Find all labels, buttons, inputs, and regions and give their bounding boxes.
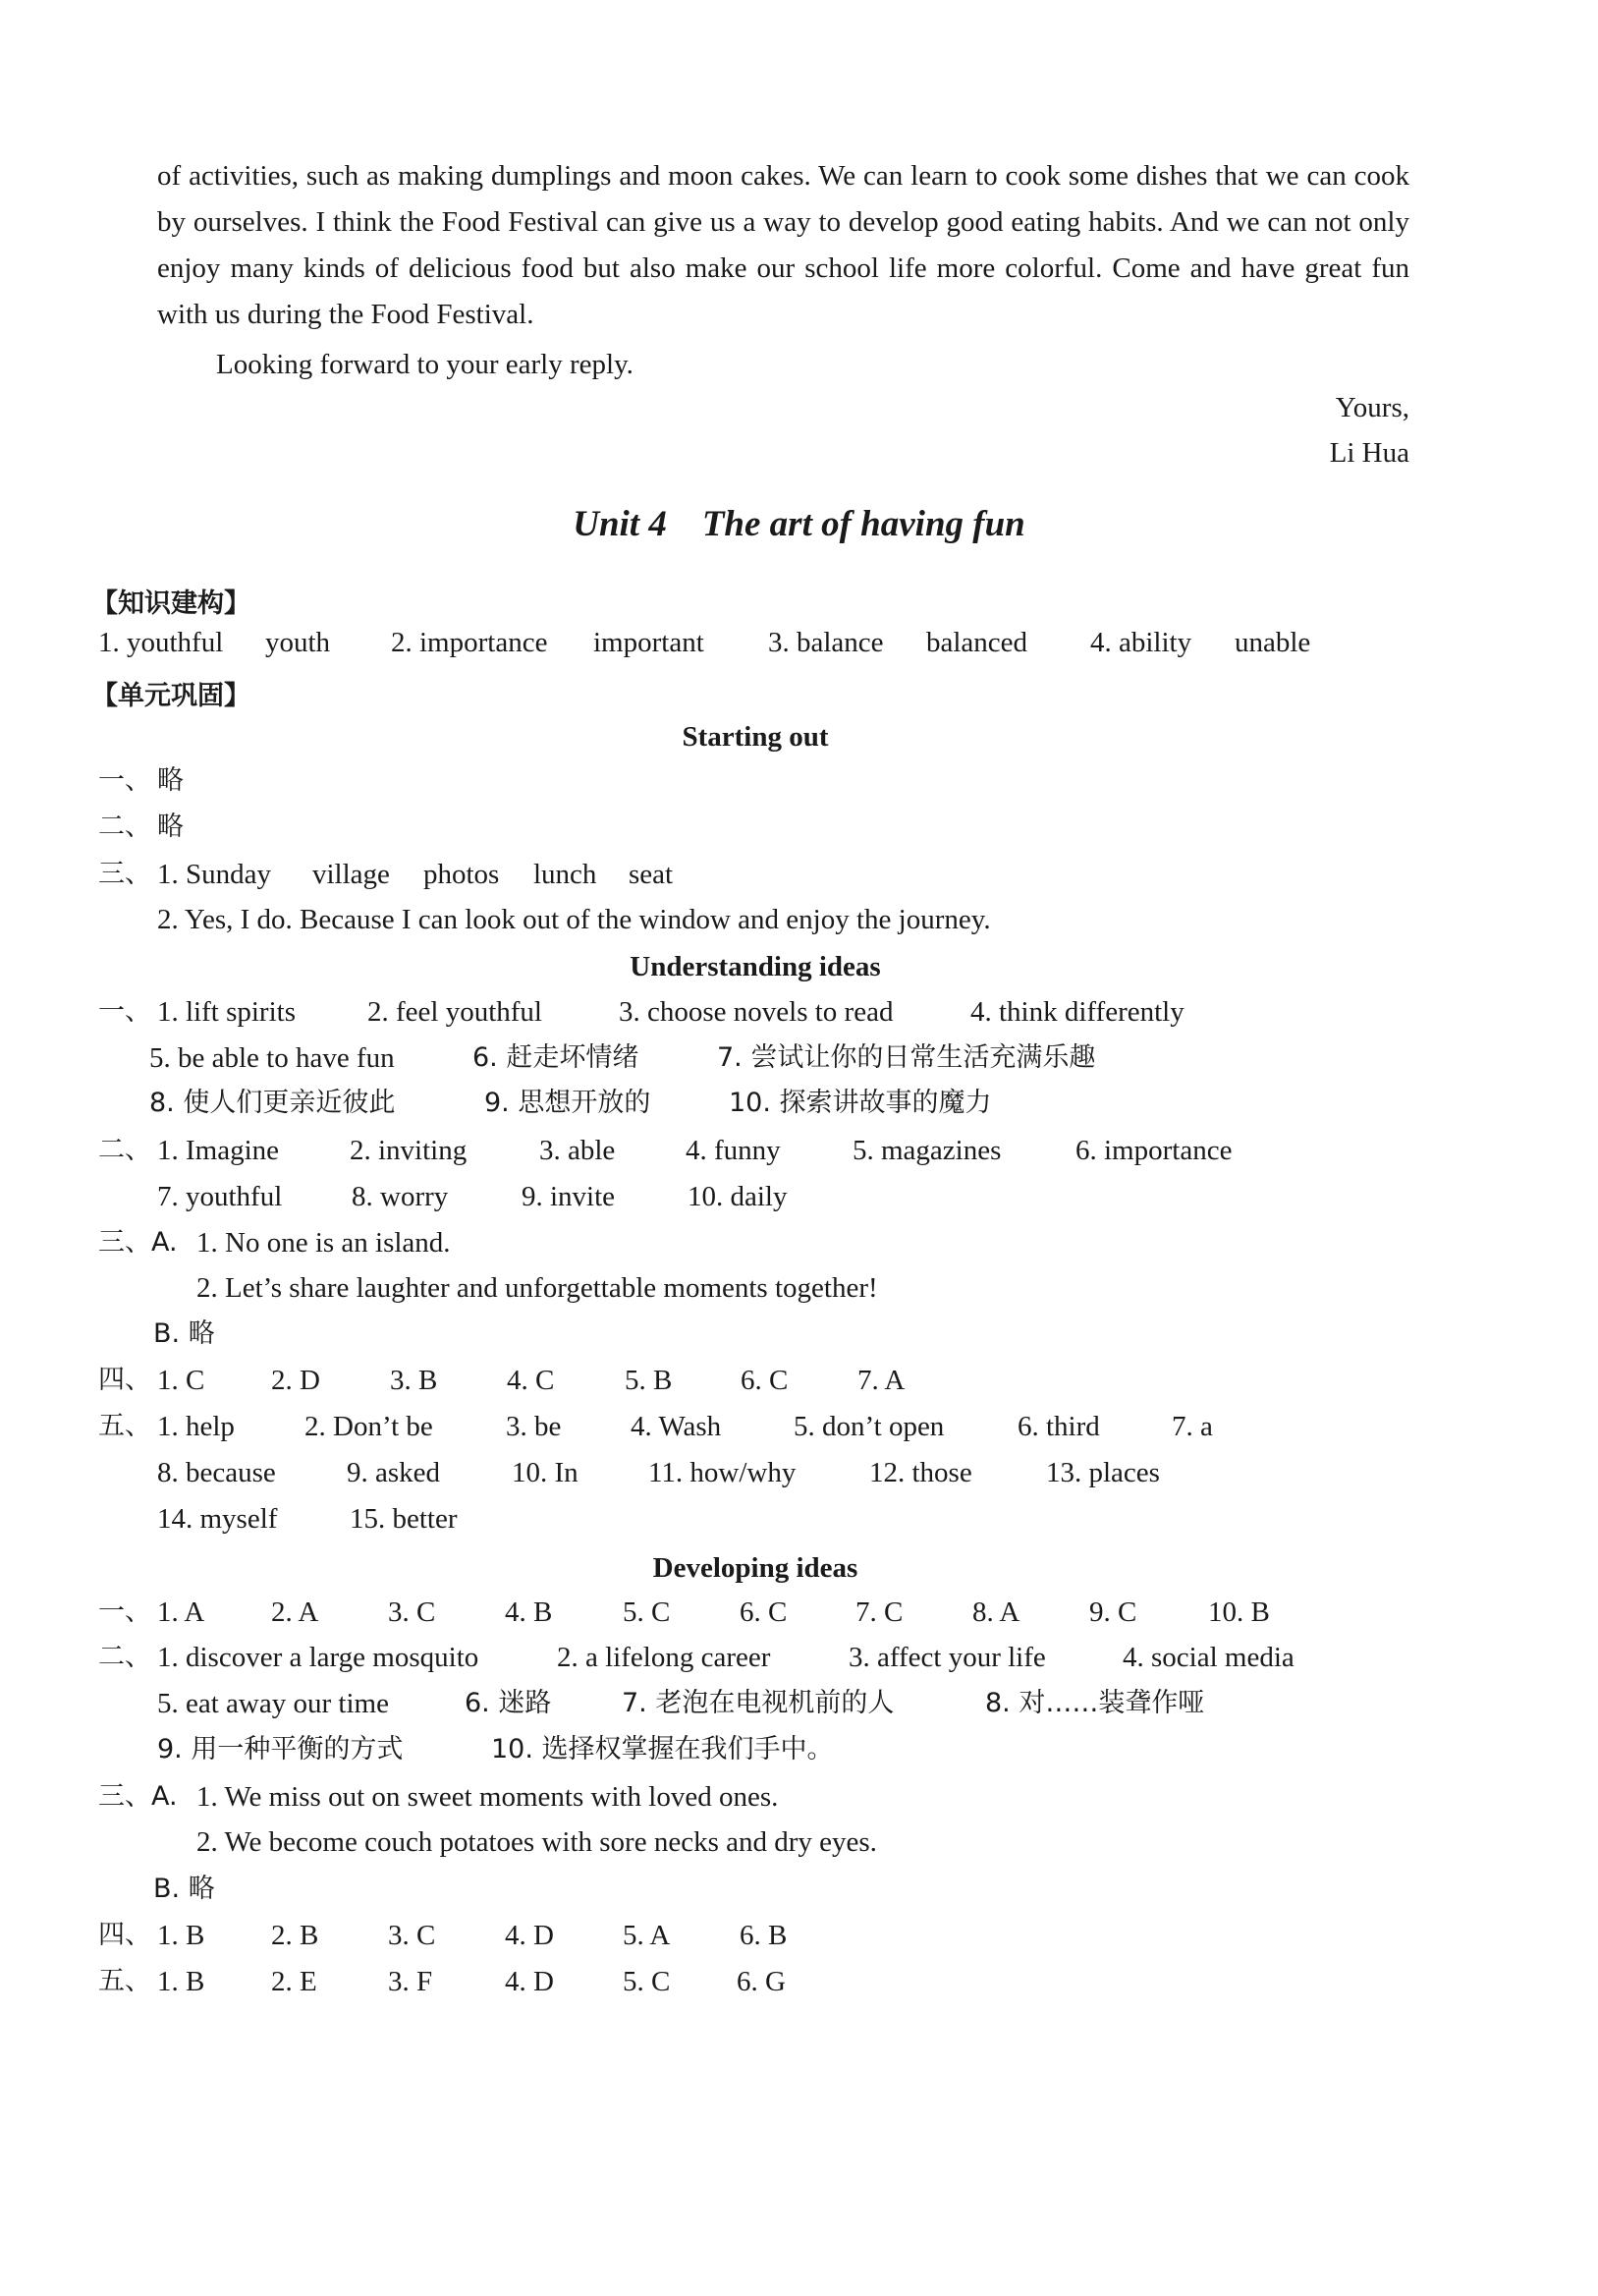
knowledge-item: 2. importance [391, 627, 548, 658]
knowledge-item: 3. balance [768, 627, 884, 658]
answer-item: 14. myself [157, 1503, 278, 1535]
answer-item: 8. 使人们更亲近彼此 [149, 1088, 396, 1118]
answer-item: 1. Imagine [157, 1135, 280, 1166]
section-label: 五、 [98, 1966, 151, 1996]
answer-item: 6. importance [1075, 1135, 1233, 1166]
answer-item: 1. help [157, 1411, 235, 1442]
answer-item: 7. a [1172, 1411, 1213, 1442]
section-label: 四、 [98, 1920, 151, 1950]
section-label: 四、 [98, 1365, 151, 1395]
answer-sentence: 2. Yes, I do. Because I can look out of the window and enjoy the journey. [157, 904, 991, 935]
answer-item: 8. A [972, 1596, 1020, 1628]
answer-text: 略 [157, 765, 184, 796]
answer-sentence: 1. No one is an island. [196, 1227, 451, 1259]
answer-item: 11. how/why [648, 1457, 797, 1488]
answer-item: 2. Don’t be [304, 1411, 433, 1442]
answer-item: 5. C [623, 1596, 671, 1628]
answer-item: 3. B [390, 1365, 438, 1396]
answer-item: 2. D [271, 1365, 320, 1396]
answer-item: 3. choose novels to read [619, 996, 894, 1028]
letter-signoff: Yours, [1335, 392, 1409, 423]
answer-item: 2. inviting [350, 1135, 468, 1166]
answer-text: B. 略 [153, 1874, 215, 1904]
answer-item: 6. B [740, 1920, 788, 1951]
answer-item: 2. E [271, 1966, 317, 1997]
answer-item: 7. youthful [157, 1181, 283, 1212]
section-label: 三、 [98, 859, 151, 889]
answer-item: 6. third [1018, 1411, 1100, 1442]
unit-title [0, 503, 1598, 545]
section-label: 二、 [98, 1135, 151, 1165]
answer-item: 7. 老泡在电视机前的人 [622, 1688, 895, 1718]
answer-item: 4. Wash [631, 1411, 722, 1442]
answer-item: 12. those [869, 1457, 972, 1488]
answer-item: 1. B [157, 1966, 205, 1997]
answer-item: 1. A [157, 1596, 205, 1628]
answer-item: 15. better [350, 1503, 458, 1535]
answer-item: 3. be [506, 1411, 562, 1442]
section-label: 五、 [98, 1411, 151, 1441]
answer-item: 9. invite [522, 1181, 616, 1212]
knowledge-item: youth [265, 627, 331, 658]
letter-closing-line: Looking forward to your early reply. [216, 349, 634, 380]
section-label: 一、 [98, 765, 151, 796]
unit-number: Unit 4 [573, 504, 667, 544]
answer-item: 1. B [157, 1920, 205, 1951]
unit-name: The art of having fun [701, 504, 1025, 544]
answer-sentence: 2. Let’s share laughter and unforgettable moments together! [196, 1272, 878, 1304]
knowledge-item: balanced [926, 627, 1028, 658]
answer-item: 2. A [271, 1596, 319, 1628]
answer-item: 10. 选择权掌握在我们手中。 [491, 1734, 834, 1764]
answer-item: 6. C [741, 1365, 789, 1396]
answer-sentence: 1. We miss out on sweet moments with loved ones. [196, 1781, 779, 1813]
answer-item: 4. D [505, 1920, 554, 1951]
answer-item: 4. funny [686, 1135, 781, 1166]
answer-item: village [312, 859, 390, 890]
answer-item: 5. be able to have fun [149, 1042, 395, 1074]
knowledge-item: 4. ability [1090, 627, 1192, 658]
section-label: 三、A. [98, 1227, 178, 1258]
knowledge-item: unable [1235, 627, 1311, 658]
answer-item: 8. 对……装聋作哑 [985, 1688, 1205, 1718]
answer-item: 1. discover a large mosquito [157, 1642, 479, 1673]
answer-item: 5. magazines [853, 1135, 1002, 1166]
answer-text: B. 略 [153, 1318, 215, 1349]
answer-item: 8. worry [352, 1181, 449, 1212]
answer-item: 3. able [539, 1135, 616, 1166]
letter-signature: Li Hua [1329, 437, 1409, 469]
answer-item: 2. B [271, 1920, 319, 1951]
section-label: 二、 [98, 812, 151, 842]
answer-text: 略 [157, 812, 184, 842]
answer-item: 9. 用一种平衡的方式 [157, 1734, 404, 1764]
answer-item: seat [629, 859, 674, 890]
answer-item: 4. B [505, 1596, 553, 1628]
answer-item: photos [423, 859, 500, 890]
knowledge-item: important [593, 627, 704, 658]
answer-item: 5. A [623, 1920, 671, 1951]
understanding-heading: Understanding ideas [630, 951, 881, 982]
starting-out-heading: Starting out [682, 721, 829, 753]
answer-item: 9. C [1089, 1596, 1137, 1628]
answer-item: 10. B [1208, 1596, 1270, 1628]
answer-item: 9. asked [347, 1457, 441, 1488]
answer-item: 7. C [855, 1596, 904, 1628]
answer-item: 7. 尝试让你的日常生活充满乐趣 [717, 1042, 1096, 1073]
answer-item: 3. F [388, 1966, 433, 1997]
answer-item: 2. a lifelong career [557, 1642, 771, 1673]
section-label: 三、A. [98, 1781, 178, 1812]
answer-item: 4. think differently [970, 996, 1185, 1028]
answer-item: 10. In [512, 1457, 579, 1488]
answer-sentence: 2. We become couch potatoes with sore necks and dry eyes. [196, 1826, 877, 1858]
answer-item: 6. 迷路 [465, 1688, 552, 1718]
answer-item: 4. C [507, 1365, 555, 1396]
answer-item: 1. C [157, 1365, 205, 1396]
answer-item: 3. affect your life [849, 1642, 1046, 1673]
answer-item: 1. Sunday [157, 859, 271, 890]
answer-item: 5. C [623, 1966, 671, 1997]
section-label: 一、 [98, 1596, 151, 1627]
answer-item: 7. A [857, 1365, 906, 1396]
consolidation-heading: 【单元巩固】 [91, 681, 250, 711]
answer-item: 5. don’t open [794, 1411, 945, 1442]
answer-item: 4. D [505, 1966, 554, 1997]
answer-item: 2. feel youthful [367, 996, 542, 1028]
answer-item: 3. C [388, 1920, 436, 1951]
answer-item: 9. 思想开放的 [484, 1088, 651, 1118]
answer-item: 6. G [737, 1966, 786, 1997]
section-label: 二、 [98, 1642, 151, 1672]
knowledge-heading: 【知识建构】 [91, 588, 250, 619]
developing-heading: Developing ideas [652, 1552, 858, 1584]
answer-item: 5. B [625, 1365, 673, 1396]
letter-paragraph: of activities, such as making dumplings and moon cakes. We can learn to cook some dishes that we can cook by ourselves. I think the Food Festival can give us a way to develop good eating habits. And we can not only enjoy many kinds of delicious food but also make our school life more colorful. Come and have great fun with us during the Food Festival. [157, 160, 1409, 330]
answer-item: 6. 赶走坏情绪 [472, 1042, 639, 1073]
answer-item: 3. C [388, 1596, 436, 1628]
answer-item: 13. places [1046, 1457, 1160, 1488]
answer-item: 10. 探索讲故事的魔力 [729, 1088, 992, 1118]
answer-item: 6. C [740, 1596, 788, 1628]
section-label: 一、 [98, 996, 151, 1027]
answer-item: 5. eat away our time [157, 1688, 389, 1719]
answer-item: 1. lift spirits [157, 996, 296, 1028]
answer-item: lunch [533, 859, 597, 890]
answer-item: 10. daily [688, 1181, 788, 1212]
knowledge-item: 1. youthful [98, 627, 224, 658]
answer-item: 4. social media [1123, 1642, 1295, 1673]
answer-item: 8. because [157, 1457, 276, 1488]
